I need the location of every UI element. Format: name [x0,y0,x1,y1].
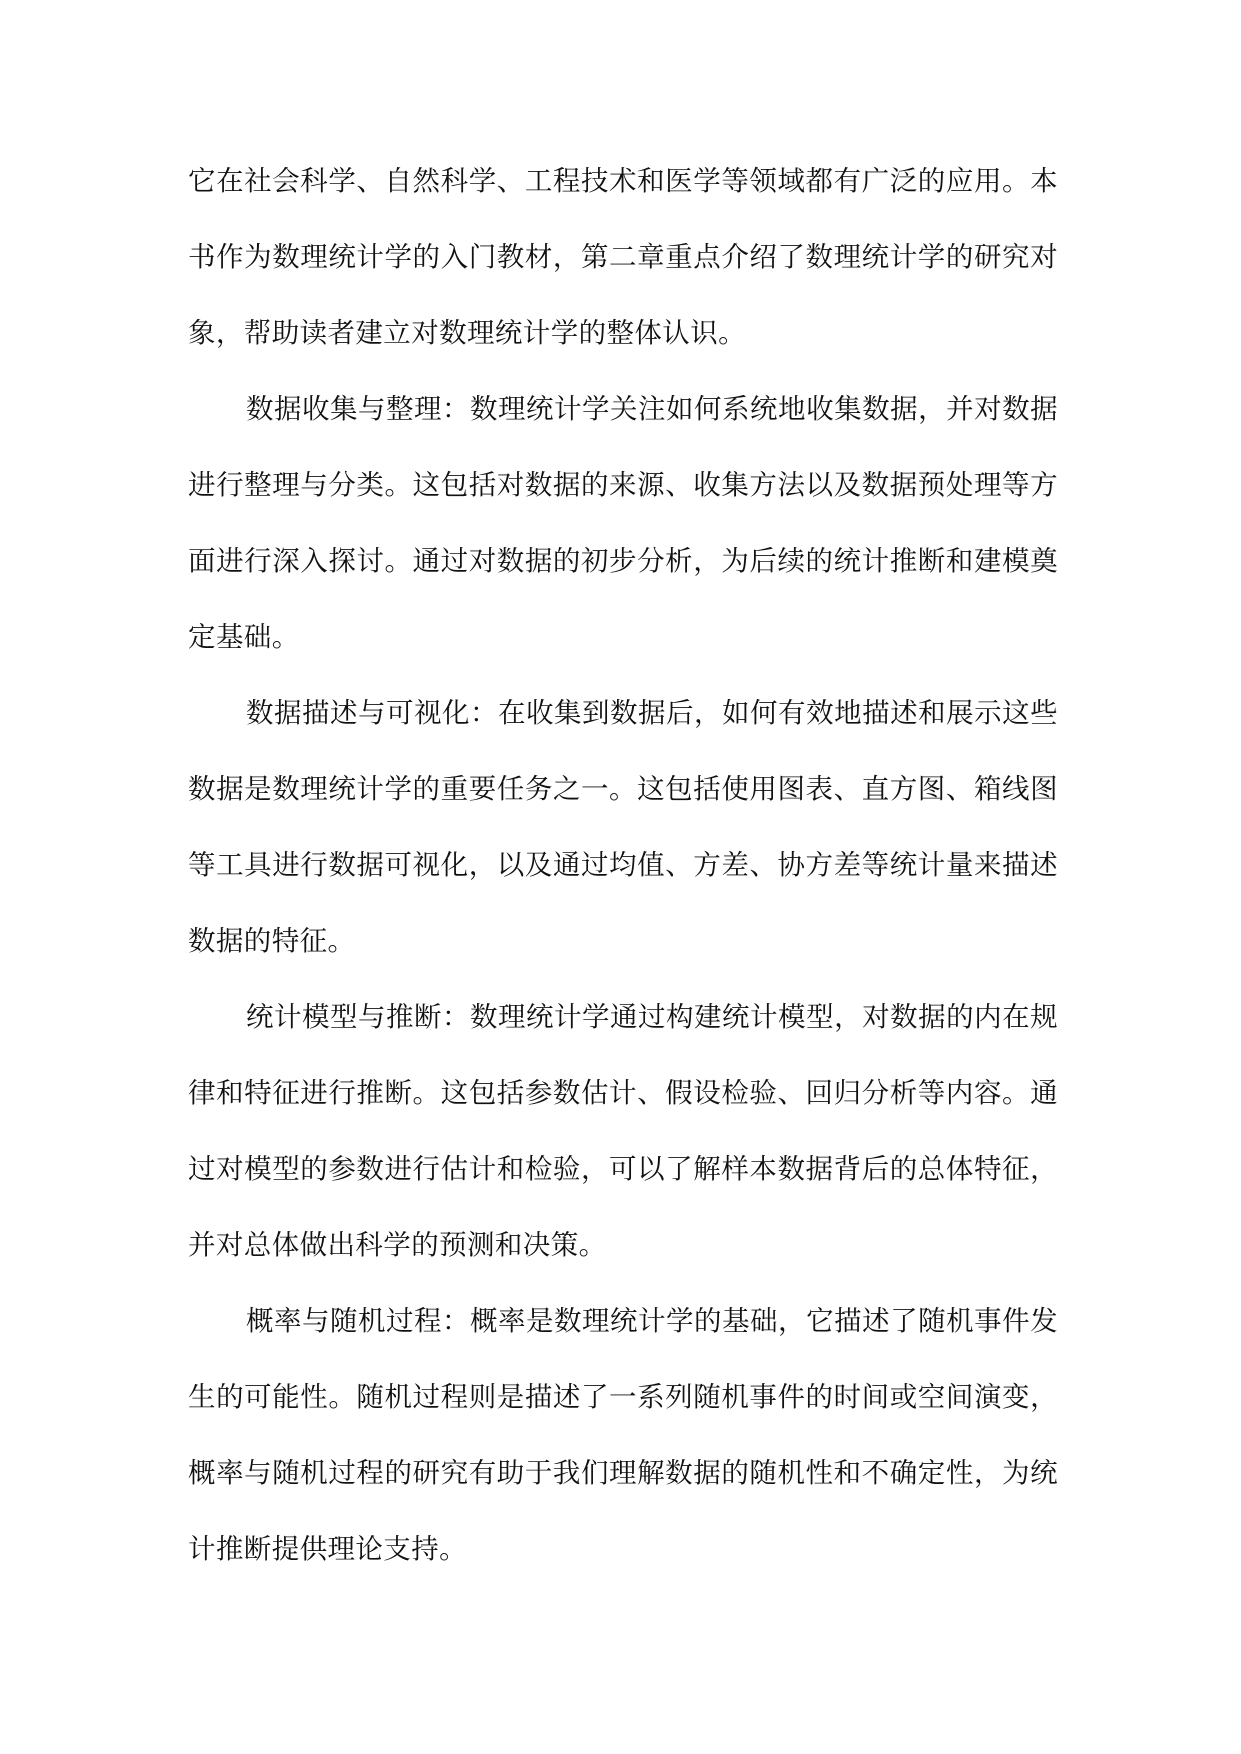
paragraph-statistical-models: 统计模型与推断：数理统计学通过构建统计模型，对数据的内在规律和特征进行推断。这包括参数估计、假设检验、回归分析等内容。通过对模型的参数进行估计和检验，可以了解样本数据背后的总体特征，并对总体做出科学的预测和决策。 [188,1001,1058,1261]
paragraph-data-description: 数据描述与可视化：在收集到数据后，如何有效地描述和展示这些数据是数理统计学的重要任务之一。这包括使用图表、直方图、箱线图等工具进行数据可视化，以及通过均值、方差、协方差等统计量来描述数据的特征。 [188,697,1058,957]
paragraph-data-collection: 数据收集与整理：数理统计学关注如何系统地收集数据，并对数据进行整理与分类。这包括对数据的来源、收集方法以及数据预处理等方面进行深入探讨。通过对数据的初步分析，为后续的统计推断和建模奠定基础。 [188,393,1058,653]
paragraph-probability: 概率与随机过程：概率是数理统计学的基础，它描述了随机事件发生的可能性。随机过程则是描述了一系列随机事件的时间或空间演变，概率与随机过程的研究有助于我们理解数据的随机性和不确定性，为统计推断提供理论支持。 [188,1305,1058,1565]
document-body [188,143,1058,1587]
paragraph-continuation: 它在社会科学、自然科学、工程技术和医学等领域都有广泛的应用。本书作为数理统计学的入门教材，第二章重点介绍了数理统计学的研究对象，帮助读者建立对数理统计学的整体认识。 [188,165,1058,349]
